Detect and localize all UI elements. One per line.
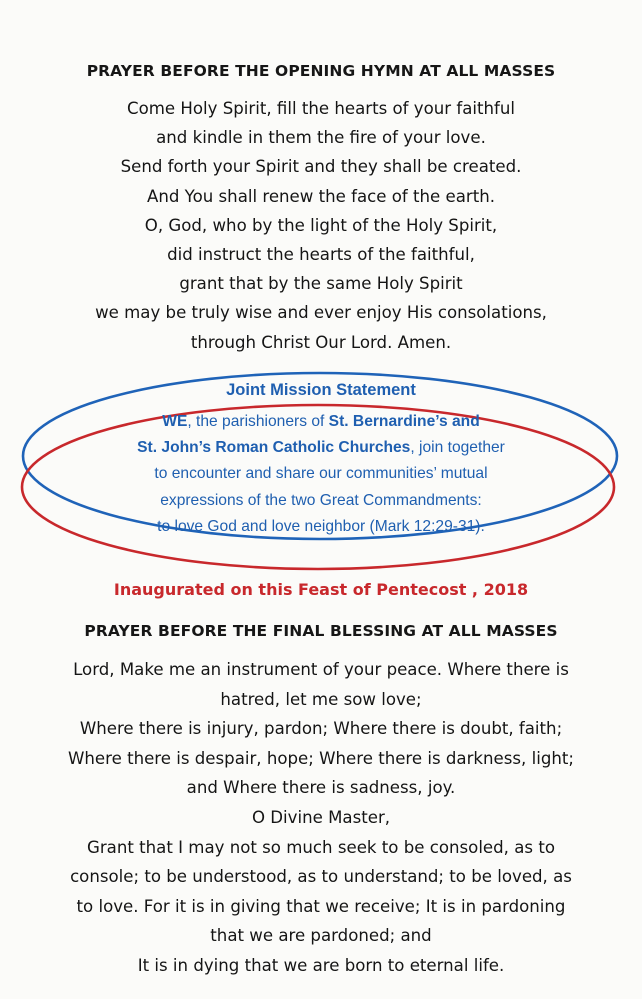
opening-prayer-line: Come Holy Spirit, fill the hearts of your faithful xyxy=(127,99,515,118)
mission-st-bernardines: St. Bernardine’s and xyxy=(328,413,480,430)
mission-line-5: to love God and love neighbor (Mark 12:29-31). xyxy=(157,517,485,535)
mission-line-2 xyxy=(0,435,642,461)
final-prayer-heading: PRAYER BEFORE THE FINAL BLESSING AT ALL MASSES xyxy=(84,622,558,640)
mission-st-johns: St. John’s Roman Catholic Churches xyxy=(137,439,411,457)
mission-line-1-mid: , the parishioners of xyxy=(187,413,329,430)
final-prayer-line: that we are pardoned; and xyxy=(210,926,432,946)
opening-prayer-line: O, God, who by the light of the Holy Spirit, xyxy=(144,215,498,235)
opening-prayer-heading: PRAYER BEFORE THE OPENING HYMN AT ALL MASSES xyxy=(86,62,556,80)
final-prayer-line: Where there is despair, hope; Where there is darkness, light; xyxy=(68,748,574,768)
final-prayer-line: Where there is injury, pardon; Where there is doubt, faith; xyxy=(79,719,563,739)
opening-prayer-line: grant that by the same Holy Spirit xyxy=(179,274,463,294)
mission-statement-title: Joint Mission Statement xyxy=(226,381,416,399)
inaugurated-note: Inaugurated on this Feast of Pentecost , 2018 xyxy=(113,580,529,599)
final-prayer-line: It is in dying that we are born to eternal life. xyxy=(137,955,505,975)
opening-prayer-line: we may be truly wise and ever enjoy His consolations, xyxy=(95,303,547,323)
mission-line-1 xyxy=(0,409,642,435)
final-prayer-text xyxy=(0,655,642,981)
final-prayer-line: to love. For it is in giving that we receive; It is in pardoning xyxy=(76,896,566,916)
final-prayer-line: Grant that I may not so much seek to be consoled, as to xyxy=(87,837,555,857)
final-prayer-line: console; to be understood, as to understand; to be loved, as xyxy=(70,867,572,887)
final-prayer-line: and Where there is sadness, joy. xyxy=(186,778,456,798)
mission-statement-text xyxy=(0,409,642,540)
final-prayer-line: O Divine Master, xyxy=(251,807,391,827)
opening-prayer-line: through Christ Our Lord. Amen. xyxy=(190,332,452,352)
opening-prayer-line: and kindle in them the fire of your love. xyxy=(156,128,486,148)
opening-prayer-line: did instruct the hearts of the faithful, xyxy=(167,244,475,264)
mission-line-4: expressions of the two Great Commandments: xyxy=(160,491,482,509)
mission-line-2-rest: , join together xyxy=(410,439,505,457)
opening-prayer-line: Send forth your Spirit and they shall be created. xyxy=(120,157,522,177)
final-prayer-line: Lord, Make me an instrument of your peace. Where there is xyxy=(73,660,569,679)
final-prayer-line: hatred, let me sow love; xyxy=(220,689,422,709)
mission-line-3: to encounter and share our communities’ mutual xyxy=(154,465,488,483)
opening-prayer-line: And You shall renew the face of the earth. xyxy=(146,186,495,206)
mission-we: WE xyxy=(162,413,188,430)
